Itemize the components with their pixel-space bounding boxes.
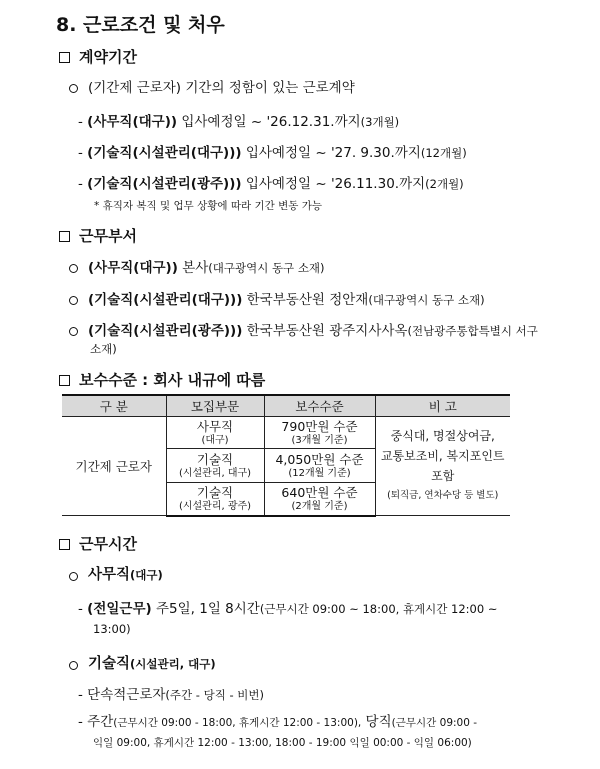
pay-table: [62, 394, 510, 517]
office-title-sub: (대구): [130, 568, 163, 582]
part-label: 기술직: [196, 484, 234, 500]
office-hours-text: 주5일, 1일 8시간: [151, 601, 260, 617]
office-hours-line: [78, 600, 497, 618]
header-amount: 보수수준: [264, 395, 375, 417]
part-label: 사무직: [196, 418, 234, 434]
tech-hours-text: 단속적근로자: [87, 687, 166, 703]
dept-row: [88, 322, 538, 340]
dash: -: [78, 687, 83, 703]
dept-row-sub: (대구광역시 동구 소재): [208, 261, 325, 275]
circle-bullet-icon: [69, 84, 78, 93]
tech-hours-text: 주간: [87, 714, 114, 730]
contract-row-sub: (12개월): [420, 146, 467, 160]
note-line: (퇴직금, 연차수당 등 별도): [387, 490, 499, 501]
amount-cell: [264, 449, 375, 483]
dept-row: [88, 291, 485, 309]
office-title-label: 사무직: [88, 567, 131, 583]
checkbox-square-icon: [59, 375, 70, 386]
dept-row-label: (기술직(시설관리(광주))): [88, 323, 243, 339]
dept-row-label: (사무직(대구)): [88, 260, 178, 276]
note-line: 교통보조비, 복지포인트 포함: [380, 449, 505, 483]
dash: -: [78, 114, 83, 130]
amount-sub: (12개월 기준): [288, 467, 351, 479]
part-cell: [166, 417, 264, 449]
page-title: 8. 근로조건 및 처우: [56, 14, 225, 36]
tech-hours-text: 당직: [361, 714, 392, 730]
dept-row-cont: 소재): [90, 342, 117, 356]
header-note: 비 고: [375, 395, 510, 417]
tech-hours-sub: (주간 - 당직 - 비번): [165, 688, 264, 702]
dash: -: [78, 601, 83, 617]
circle-bullet-icon: [69, 327, 78, 336]
contract-row-label: (기술직(시설관리(대구))): [87, 145, 242, 161]
checkbox-square-icon: [59, 52, 70, 63]
hours-heading: 근무시간: [79, 535, 137, 553]
category-cell: 기간제 근로자: [62, 417, 166, 516]
amount-cell: [264, 483, 375, 516]
contract-row-label: (사무직(대구)): [87, 114, 178, 130]
amount-label: 790만원 수준: [281, 418, 358, 434]
dash: -: [78, 176, 83, 192]
header-category: 구 분: [62, 395, 166, 417]
tech-hours-line: [78, 713, 477, 732]
part-label: 기술직: [196, 451, 234, 467]
dept-heading: 근무부서: [79, 227, 137, 245]
contract-row-text: 입사예정일 ~ '26.11.30.까지: [241, 176, 426, 192]
tech-hours-sub: (근무시간 09:00 -: [391, 717, 478, 729]
part-cell: [166, 449, 264, 483]
amount-sub: (2개월 기준): [291, 500, 348, 512]
part-sub: (시설관리, 광주): [178, 500, 252, 512]
pay-heading: 보수수준 : 회사 내규에 따름: [79, 371, 266, 389]
contract-note: * 휴직자 복직 및 업무 상황에 따라 기간 변동 가능: [94, 200, 323, 212]
circle-bullet-icon: [69, 661, 78, 670]
dept-row-text: 한국부동산원 광주지사사옥: [242, 323, 408, 339]
office-hours-label: (전일근무): [87, 601, 152, 617]
dash: -: [78, 145, 83, 161]
tech-hours-line: [78, 686, 264, 704]
amount-sub: (3개월 기준): [291, 434, 348, 446]
tech-hours-cont: 익일 09:00, 휴게시간 12:00 - 13:00, 18:00 - 19:00 익일 00:00 - 익일 06:00): [93, 737, 472, 749]
dept-row-text: 한국부동산원 정안재: [242, 292, 369, 308]
tech-hours-sub: (근무시간 09:00 - 18:00, 휴게시간 12:00 - 13:00),: [113, 717, 362, 729]
dept-row: [88, 259, 325, 277]
part-cell: [166, 483, 264, 516]
amount-label: 4,050만원 수준: [275, 451, 364, 467]
dept-row-sub: (대구광역시 동구 소재): [368, 293, 485, 307]
dept-row-sub: (전남광주통합특별시 서구: [407, 324, 538, 338]
note-cell: [375, 417, 510, 516]
checkbox-square-icon: [59, 539, 70, 550]
tech-title: [88, 655, 216, 673]
contract-row-sub: (3개월): [360, 115, 400, 129]
dept-row-label: (기술직(시설관리(대구))): [88, 292, 243, 308]
circle-bullet-icon: [69, 264, 78, 273]
tech-title-label: 기술직: [88, 656, 131, 672]
dept-row-text: 본사: [177, 260, 209, 276]
checkbox-square-icon: [59, 231, 70, 242]
circle-bullet-icon: [69, 572, 78, 581]
tech-title-sub: (시설관리, 대구): [130, 657, 216, 671]
dash: -: [78, 714, 83, 730]
contract-intro-bold: (기간제 근로자): [88, 80, 182, 96]
part-sub: (대구): [201, 434, 229, 446]
contract-heading: 계약기간: [79, 48, 137, 66]
circle-bullet-icon: [69, 296, 78, 305]
part-sub: (시설관리, 대구): [178, 467, 252, 479]
contract-row-label: (기술직(시설관리(광주))): [87, 176, 242, 192]
contract-row: [78, 144, 467, 162]
contract-intro-text: 기간의 정함이 있는 근로계약: [181, 80, 355, 96]
office-title: [88, 566, 163, 584]
contract-intro: [88, 79, 355, 97]
contract-row-text: 입사예정일 ~ '27. 9.30.까지: [241, 145, 421, 161]
contract-row: [78, 113, 399, 131]
pay-table-header: [62, 395, 510, 417]
contract-row-text: 입사예정일 ~ '26.12.31.까지: [177, 114, 361, 130]
office-hours-cont: 13:00): [93, 622, 131, 636]
note-line: 중식대, 명절상여금,: [390, 429, 495, 443]
header-part: 모집부문: [166, 395, 264, 417]
contract-row: [78, 175, 464, 193]
amount-label: 640만원 수준: [281, 484, 358, 500]
contract-row-sub: (2개월): [425, 177, 464, 191]
table-row: [62, 417, 510, 449]
office-hours-sub: (근무시간 09:00 ~ 18:00, 휴게시간 12:00 ~: [259, 602, 498, 616]
amount-cell: [264, 417, 375, 449]
